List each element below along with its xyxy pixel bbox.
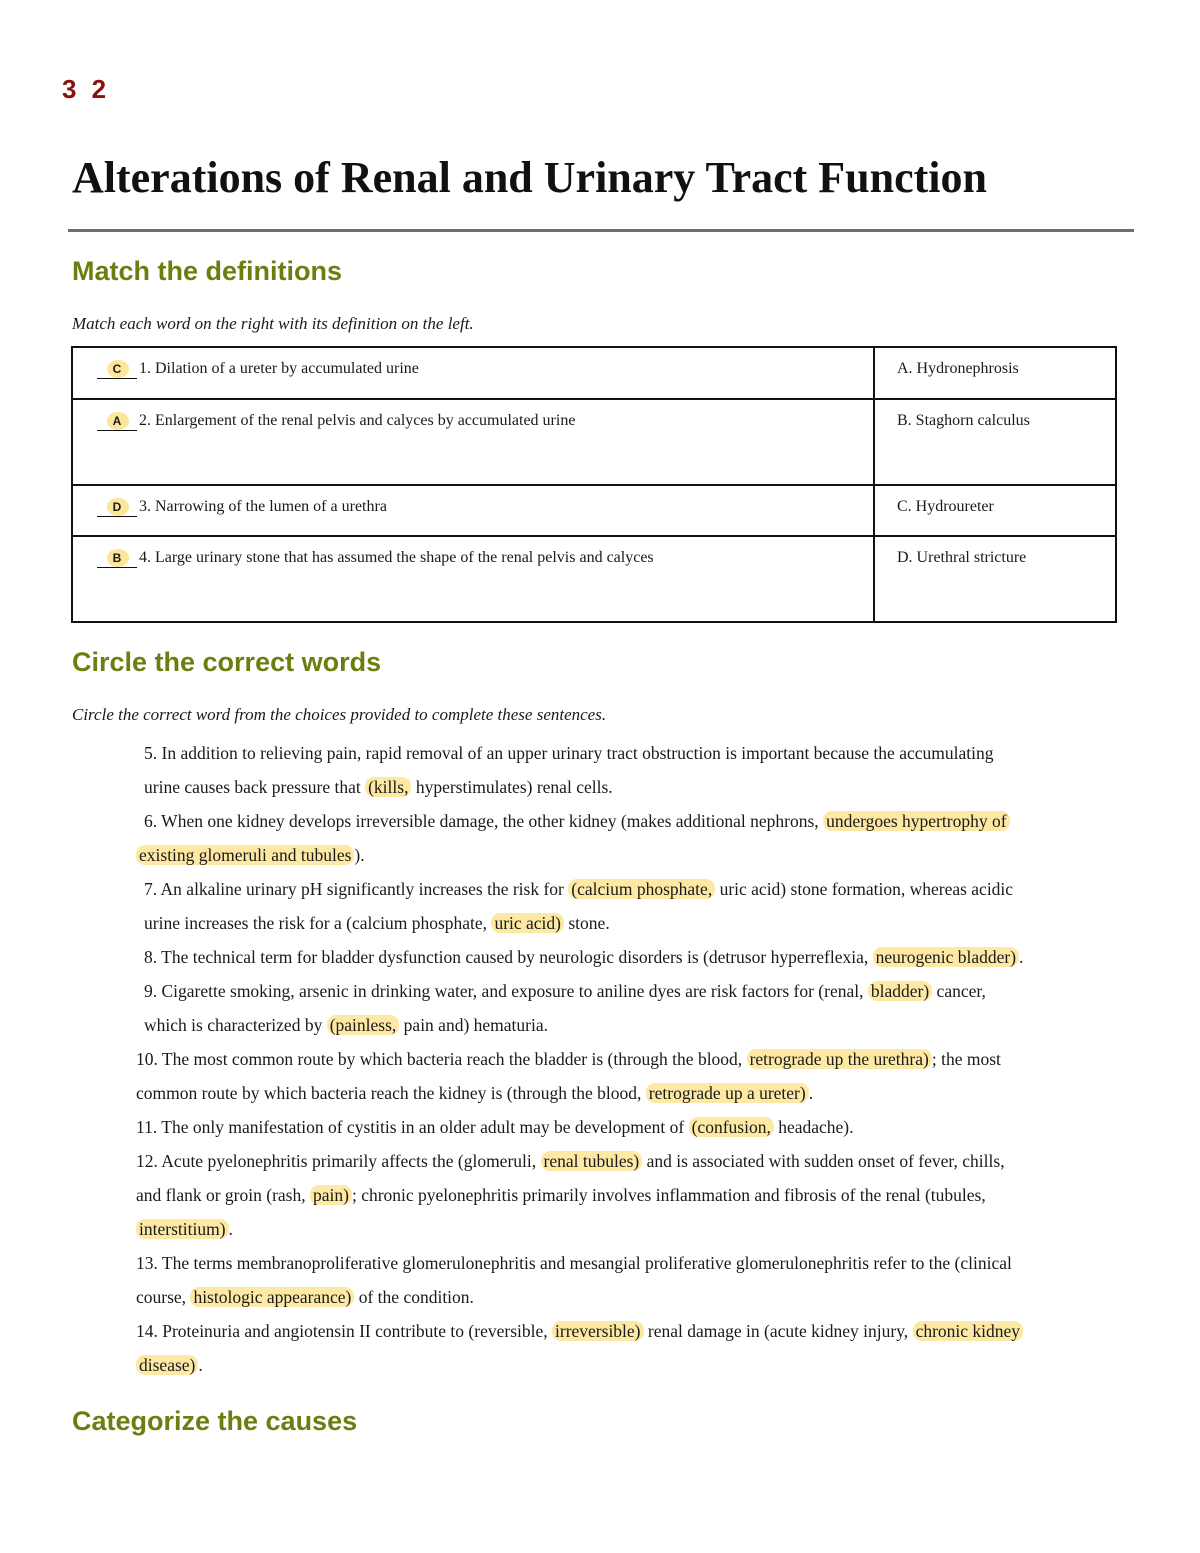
- sentence-text: 7. An alkaline urinary pH significantly increases the risk for: [144, 879, 569, 899]
- answer-blank[interactable]: [97, 498, 137, 517]
- sentence-line: [136, 1280, 474, 1314]
- sentence-line: [136, 1246, 1012, 1280]
- answer-blank[interactable]: [97, 360, 137, 379]
- title-divider: [68, 229, 1134, 232]
- highlighted-answer[interactable]: (confusion,: [689, 1117, 774, 1137]
- sentence-text: uric acid) stone formation, whereas acidic: [715, 879, 1014, 899]
- definition-cell: [72, 536, 874, 622]
- sentence-text: and flank or groin (rash,: [136, 1185, 310, 1205]
- sentence-text: 5. In addition to relieving pain, rapid removal of an upper urinary tract obstruction is important because the accumulating: [144, 743, 994, 763]
- match-instructions: Match each word on the right with its definition on the left.: [72, 314, 474, 333]
- definition-cell: [72, 485, 874, 536]
- highlighted-answer[interactable]: retrograde up the urethra): [747, 1049, 932, 1069]
- highlighted-answer[interactable]: retrograde up a ureter): [646, 1083, 809, 1103]
- sentence-line: [144, 770, 613, 804]
- sentence-line: [136, 1042, 1001, 1076]
- term-cell: A. Hydronephrosis: [874, 347, 1116, 399]
- sentence-line: [136, 1314, 1023, 1348]
- sentence-text: urine causes back pressure that: [144, 777, 366, 797]
- chapter-title: Alterations of Renal and Urinary Tract Function: [72, 153, 987, 202]
- sentence-line: [144, 804, 1010, 838]
- sentence-text: pain and) hematuria.: [399, 1015, 548, 1035]
- sentence-line: [136, 1178, 986, 1212]
- highlighted-answer[interactable]: histologic appearance): [190, 1287, 354, 1307]
- definition-text: 1. Dilation of a ureter by accumulated urine: [139, 360, 419, 377]
- highlighted-answer[interactable]: (calcium phosphate,: [568, 879, 715, 899]
- categorize-section-heading: Categorize the causes: [72, 1406, 358, 1436]
- term-cell: D. Urethral stricture: [874, 536, 1116, 622]
- sentence-line: [136, 1110, 854, 1144]
- sentence-text: headache).: [773, 1117, 854, 1137]
- sentence-text: .: [198, 1355, 203, 1375]
- sentence-text: ; the most: [931, 1049, 1001, 1069]
- sentence-text: .: [1019, 947, 1024, 967]
- sentence-text: 8. The technical term for bladder dysfunction caused by neurologic disorders is (detrusor hyperreflexia,: [144, 947, 873, 967]
- highlighted-answer[interactable]: pain): [310, 1185, 352, 1205]
- sentence-text: 11. The only manifestation of cystitis in an older adult may be development of: [136, 1117, 689, 1137]
- circle-section-heading: Circle the correct words: [72, 647, 382, 677]
- highlighted-answer[interactable]: neurogenic bladder): [873, 947, 1019, 967]
- sentence-text: ; chronic pyelonephritis primarily involves inflammation and fibrosis of the renal (tubules,: [351, 1185, 986, 1205]
- sentence-text: cancer,: [932, 981, 986, 1001]
- sentence-text: renal damage in (acute kidney injury,: [643, 1321, 913, 1341]
- term-cell: C. Hydroureter: [874, 485, 1116, 536]
- sentence-text: course,: [136, 1287, 191, 1307]
- highlighted-answer[interactable]: bladder): [868, 981, 932, 1001]
- highlighted-answer[interactable]: disease): [136, 1355, 198, 1375]
- sentence-text: of the condition.: [354, 1287, 474, 1307]
- sentence-text: which is characterized by: [144, 1015, 327, 1035]
- definition-text: 2. Enlargement of the renal pelvis and calyces by accumulated urine: [139, 412, 576, 429]
- sentence-text: .: [228, 1219, 233, 1239]
- sentence-line: [136, 1348, 203, 1382]
- sentence-line: [144, 906, 610, 940]
- term-cell: B. Staghorn calculus: [874, 399, 1116, 485]
- sentence-line: [136, 1212, 233, 1246]
- circle-instructions: Circle the correct word from the choices provided to complete these sentences.: [72, 705, 607, 724]
- sentence-text: hyperstimulates) renal cells.: [411, 777, 613, 797]
- sentence-text: ).: [354, 845, 365, 865]
- matching-row: [72, 536, 1116, 622]
- highlighted-answer[interactable]: existing glomeruli and tubules: [136, 845, 354, 865]
- definition-cell: [72, 399, 874, 485]
- sentence-text: 10. The most common route by which bacteria reach the bladder is (through the blood,: [136, 1049, 747, 1069]
- sentence-line: [144, 872, 1013, 906]
- sentence-line: [144, 940, 1023, 974]
- highlighted-answer[interactable]: (kills,: [365, 777, 411, 797]
- answer-letter: B: [112, 551, 122, 565]
- definition-cell: [72, 347, 874, 399]
- sentence-line: [144, 736, 993, 770]
- highlighted-answer[interactable]: renal tubules): [541, 1151, 643, 1171]
- matching-table: [71, 346, 1117, 623]
- matching-row: [72, 485, 1116, 536]
- answer-letter: A: [112, 414, 122, 428]
- sentence-text: common route by which bacteria reach the kidney is (through the blood,: [136, 1083, 646, 1103]
- sentence-text: urine increases the risk for a (calcium phosphate,: [144, 913, 492, 933]
- sentence-line: [136, 1076, 813, 1110]
- answer-letter: D: [112, 500, 122, 514]
- sentence-line: [144, 974, 986, 1008]
- sentence-line: [136, 838, 365, 872]
- chapter-number: 3 2: [62, 74, 111, 104]
- highlighted-answer[interactable]: irreversible): [552, 1321, 644, 1341]
- sentence-text: .: [808, 1083, 814, 1103]
- sentence-text: 9. Cigarette smoking, arsenic in drinking water, and exposure to aniline dyes are risk factors for (renal,: [144, 981, 868, 1001]
- answer-letter: C: [112, 362, 122, 376]
- highlighted-answer[interactable]: chronic kidney: [913, 1321, 1023, 1341]
- highlighted-answer[interactable]: (painless,: [327, 1015, 400, 1035]
- highlighted-answer[interactable]: interstitium): [136, 1219, 229, 1239]
- sentence-line: [136, 1144, 1005, 1178]
- matching-row: [72, 347, 1116, 399]
- sentence-text: 13. The terms membranoproliferative glomerulonephritis and mesangial proliferative glomerulonephritis refer to the (clinical: [136, 1253, 1012, 1273]
- matching-row: [72, 399, 1116, 485]
- sentence-text: 6. When one kidney develops irreversible damage, the other kidney (makes additional nephrons,: [144, 811, 824, 831]
- highlighted-answer[interactable]: undergoes hypertrophy of: [823, 811, 1009, 831]
- definition-text: 4. Large urinary stone that has assumed the shape of the renal pelvis and calyces: [139, 549, 654, 566]
- sentence-line: [144, 1008, 548, 1042]
- match-section-heading: Match the definitions: [72, 256, 342, 286]
- sentence-text: 12. Acute pyelonephritis primarily affects the (glomeruli,: [136, 1151, 541, 1171]
- sentence-text: and is associated with sudden onset of fever, chills,: [642, 1151, 1005, 1171]
- answer-blank[interactable]: [97, 412, 137, 431]
- sentence-text: stone.: [564, 913, 610, 933]
- answer-blank[interactable]: [97, 549, 137, 568]
- highlighted-answer[interactable]: uric acid): [491, 913, 564, 933]
- definition-text: 3. Narrowing of the lumen of a urethra: [139, 498, 387, 515]
- sentence-text: 14. Proteinuria and angiotensin II contribute to (reversible,: [136, 1321, 552, 1341]
